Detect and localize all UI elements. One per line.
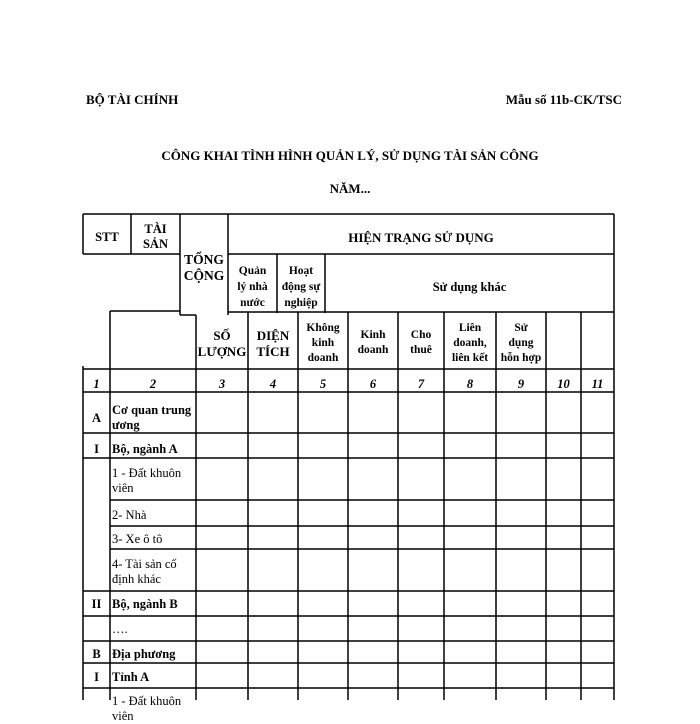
row-name: 1 - Đất khuôn viên	[112, 694, 182, 723]
document-title: CÔNG KHAI TÌNH HÌNH QUẢN LÝ, SỬ DỤNG TÀI SẢN CÔNG	[161, 148, 539, 163]
header-su-dung-khac: Sử dụng khác	[432, 280, 507, 294]
header-kinh-doanh	[348, 328, 398, 358]
header-khong-kd-line3: doanh	[307, 352, 339, 364]
header-tong-cong	[180, 252, 228, 284]
row-name: Địa phương	[112, 647, 176, 661]
header-tong-cong-line2: CỘNG	[183, 268, 225, 283]
col-number-10: 10	[557, 377, 570, 391]
header-tai-san	[131, 222, 180, 252]
header-hon-hop-line2: dụng	[508, 337, 534, 349]
row-stt: I	[94, 670, 99, 684]
header-lien-doanh-line2: doanh,	[453, 337, 487, 349]
row-name: Tỉnh A	[112, 670, 150, 684]
header-cho-thue-line1: Cho	[410, 329, 432, 341]
row-stt: I	[94, 442, 99, 456]
header-so-luong	[196, 328, 248, 360]
row-stt: II	[91, 597, 102, 611]
header-quan-ly-line1: Quản	[238, 265, 267, 277]
header-tai-san-line2: SẢN	[142, 237, 168, 251]
header-cho-thue	[398, 328, 444, 358]
header-dien-tich-line1: DIỆN	[256, 328, 290, 343]
header-lien-doanh-line1: Liên	[458, 322, 482, 334]
header-quan-ly-line2: lý nhà	[237, 281, 268, 293]
header-hon-hop-line1: Sử	[514, 322, 528, 334]
col-number-3: 3	[218, 377, 226, 391]
header-hoat-dong-su-nghiep	[277, 263, 325, 311]
header-hon-hop-line3: hỗn hợp	[500, 352, 542, 364]
header-khong-kd-line2: kinh	[311, 337, 335, 349]
header-so-luong-line1: SỐ	[213, 328, 231, 343]
row-stt: A	[91, 411, 102, 425]
header-quan-ly-nha-nuoc	[228, 263, 277, 311]
header-su-dung-hon-hop	[496, 321, 546, 366]
header-stt: STT	[95, 230, 119, 244]
row-stt: B	[92, 647, 101, 661]
header-kinh-doanh-line1: Kinh	[360, 329, 386, 341]
col-number-6: 6	[369, 377, 377, 391]
col-number-11: 11	[591, 377, 604, 391]
header-hoat-dong-line1: Hoạt	[288, 265, 314, 277]
header-dien-tich-line2: TÍCH	[256, 344, 290, 359]
header-tai-san-line1: TÀI	[144, 222, 167, 236]
document-year: NĂM...	[329, 181, 371, 196]
header-cho-thue-line2: thuê	[410, 344, 432, 356]
header-khong-kd-line1: Không	[306, 322, 340, 334]
row-name: Cơ quan trung ương	[112, 403, 192, 432]
col-number-9: 9	[517, 377, 525, 391]
row-name: 3- Xe ô tô	[112, 532, 163, 546]
col-number-7: 7	[417, 377, 425, 391]
col-number-5: 5	[319, 377, 327, 391]
header-khong-kinh-doanh	[298, 321, 348, 366]
row-name: Bộ, ngành A	[112, 442, 178, 456]
header-dien-tich	[248, 328, 298, 360]
form-code: Mẫu số 11b-CK/TSC	[505, 92, 622, 107]
header-quan-ly-line3: nước	[240, 297, 265, 309]
header-so-luong-line2: LƯỢNG	[197, 344, 247, 359]
header-hoat-dong-line2: động sự	[281, 281, 321, 293]
row-name: 4- Tài sản cố định khác	[112, 557, 177, 586]
ministry-name: BỘ TÀI CHÍNH	[86, 92, 179, 107]
row-name: 2- Nhà	[112, 508, 147, 522]
row-name: 1 - Đất khuôn viên	[112, 466, 182, 495]
header-hien-trang: HIỆN TRẠNG SỬ DỤNG	[348, 230, 494, 245]
col-number-1: 1	[93, 377, 100, 391]
row-name: Bộ, ngành B	[112, 597, 178, 611]
col-number-8: 8	[466, 377, 474, 391]
col-number-2: 2	[149, 377, 157, 391]
header-tong-cong-line1: TỔNG	[184, 252, 224, 267]
header-lien-doanh	[444, 321, 496, 366]
header-kinh-doanh-line2: doanh	[357, 344, 389, 356]
row-name: ….	[112, 622, 128, 636]
header-lien-doanh-line3: liên kết	[451, 352, 489, 364]
header-hoat-dong-line3: nghiệp	[284, 297, 318, 309]
col-number-4: 4	[269, 377, 277, 391]
